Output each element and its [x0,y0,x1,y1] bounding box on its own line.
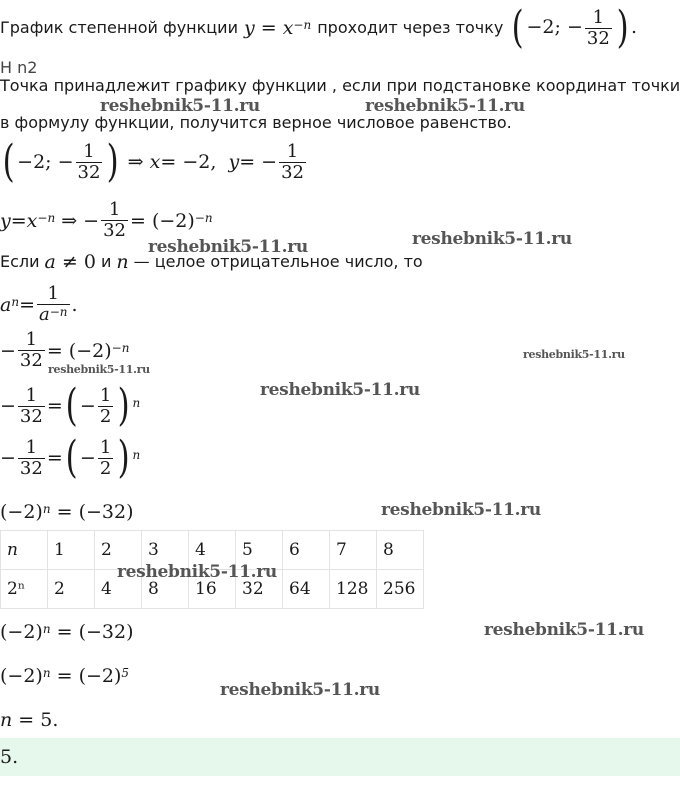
title-text: График степенной функции [0,18,238,37]
watermark: reshebnik5-11.ru [100,96,260,116]
paragraph-3: Если a ≠ 0 и n — целое отрицательное число, то [0,251,423,273]
watermark: reshebnik5-11.ru [412,229,572,249]
step-1: − $\frac{1}{32}$ = (−2) $^{-n}$ [0,329,130,371]
step-2: − $\frac{1}{32}$ = ( − $\frac{1}{2}$ ) $^n$ [0,380,141,431]
watermark: reshebnik5-11.ru [365,96,525,116]
table-row: 2ⁿ 2 4 8 16 32 64 128 256 [1,570,424,609]
watermark: reshebnik5-11.ru [381,500,541,520]
title-mid: проходит через точку [317,18,504,37]
watermark: reshebnik5-11.ru [117,562,277,582]
clipped-line: Н n2 [0,58,38,77]
step-6: $(-2)^n = (-2)^5$ [0,665,130,687]
watermark: reshebnik5-11.ru [220,680,380,700]
power-rule: a $^n$ = $\frac{1}{a^{-n}}$ . [0,283,78,325]
step-3: − $\frac{1}{32}$ = ( − $\frac{1}{2}$ ) $^n$ [0,432,141,483]
watermark: reshebnik5-11.ru [48,363,150,376]
answer-box [0,738,680,776]
paragraph-2: в формулу функции, получится верное числовое равенство. [0,113,512,132]
watermark: reshebnik5-11.ru [260,380,420,400]
answer-value: 5. [0,746,19,768]
result-line: n = 5. [0,709,59,731]
watermark: reshebnik5-11.ru [484,620,644,640]
watermark: reshebnik5-11.ru [148,237,308,257]
step-5: $(-2)^n = (-32)$ [0,621,134,643]
substitution-line: ( −2; − $\frac{1}{32}$ ) ⇒ x = −2, y = − $\frac{1}{32}$ [2,136,304,187]
watermark: reshebnik5-11.ru [523,348,625,361]
equation-line: y = x $^{-n}$ ⇒ − $\frac{1}{32}$ = (−2) $^{-n}$ [0,199,213,241]
problem-statement [0,2,638,53]
table-row: n 1 2 3 4 5 6 7 8 [1,531,424,570]
point-expression: ( −2; − $\frac{1}{32}$ ) . [511,2,638,53]
step-4: $(-2)^n = (-32)$ [0,501,134,523]
formula-y: $y = x^{-n}$ [243,17,312,39]
paragraph-1: Точка принадлежит графику функции , если при подстановке координат точки [0,76,680,95]
